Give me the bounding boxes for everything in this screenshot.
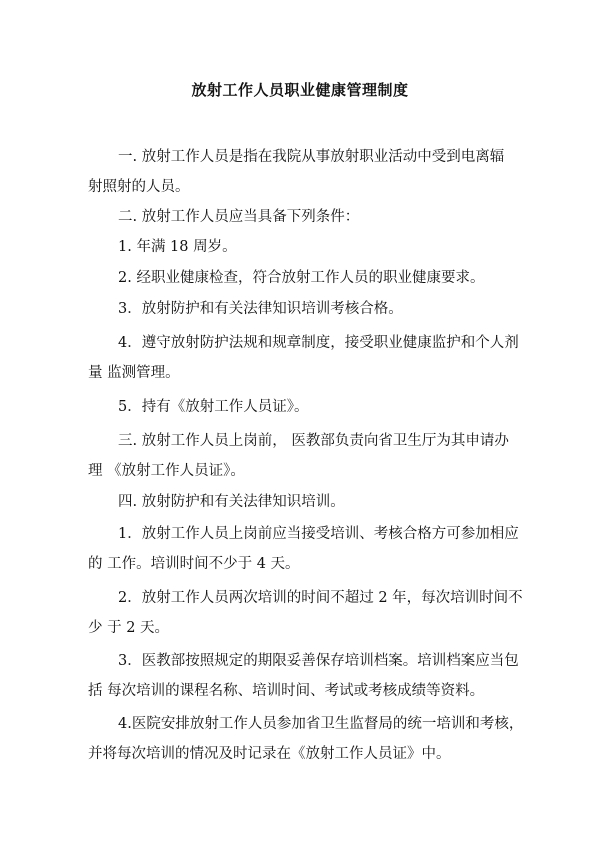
- paragraph-line: 的 工作。培训时间不少于 4 天。: [88, 556, 300, 572]
- paragraph-line: 理 《放射工作人员证》。: [88, 463, 245, 479]
- paragraph-line: 3．放射防护和有关法律知识培训考核合格。: [118, 301, 403, 317]
- paragraph-line: 4．遵守放射防护法规和规章制度，接受职业健康监护和个人剂: [118, 335, 519, 351]
- paragraph-line: 括 每次培训的课程名称、培训时间、考试或考核成绩等资料。: [88, 683, 485, 699]
- paragraph-line: 一. 放射工作人员是指在我院从事放射职业活动中受到电离辐: [118, 149, 505, 165]
- document-title: 放射工作人员职业健康管理制度: [191, 81, 409, 99]
- paragraph-line: 三. 放射工作人员上岗前， 医教部负责向省卫生厅为其申请办: [118, 433, 509, 449]
- paragraph-line: 并将每次培训的情况及时记录在《放射工作人员证》中。: [88, 746, 451, 762]
- paragraph-line: 四. 放射防护和有关法律知识培训。: [118, 494, 345, 510]
- paragraph-line: 量 监测管理。: [88, 365, 180, 381]
- paragraph-line: 5．持有《放射工作人员证》。: [118, 399, 309, 415]
- paragraph-line: 二. 放射工作人员应当具备下列条件：: [118, 209, 360, 225]
- paragraph-line: 射照射的人员。: [88, 179, 190, 195]
- paragraph-line: 2．放射工作人员两次培训的时间不超过 2 年，每次培训时间不: [118, 590, 523, 606]
- paragraph-line: 3．医教部按照规定的期限妥善保存培训档案。培训档案应当包: [118, 653, 519, 669]
- paragraph-line: 4.医院安排放射工作人员参加省卫生监督局的统一培训和考核，: [118, 716, 524, 732]
- paragraph-line: 2. 经职业健康检查，符合放射工作人员的职业健康要求。: [118, 270, 485, 286]
- paragraph-line: 1. 年满 18 周岁。: [118, 239, 237, 255]
- paragraph-line: 少 于 2 天。: [88, 620, 170, 636]
- paragraph-line: 1．放射工作人员上岗前应当接受培训、考核合格方可参加相应: [118, 526, 519, 542]
